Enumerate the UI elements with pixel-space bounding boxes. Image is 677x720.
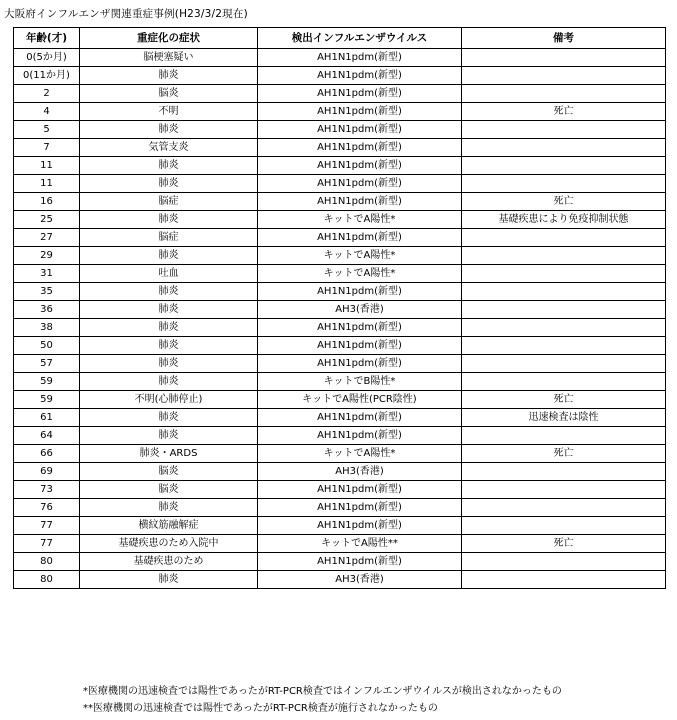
cell-symptom: 脳症: [80, 193, 258, 211]
cell-symptom: 肺炎: [80, 67, 258, 85]
cell-virus: キットでA陽性*: [258, 247, 462, 265]
table-row: [14, 355, 666, 373]
cell-symptom: 肺炎: [80, 499, 258, 517]
cases-table: [13, 27, 666, 589]
table-body: [14, 49, 666, 589]
table-row: [14, 283, 666, 301]
cell-remarks: [462, 553, 666, 571]
cell-remarks: [462, 571, 666, 589]
table-row: [14, 139, 666, 157]
cell-age: 11: [14, 175, 80, 193]
cell-remarks: [462, 427, 666, 445]
cell-virus: キットでA陽性**: [258, 535, 462, 553]
cell-age: 0(5か月): [14, 49, 80, 67]
cell-symptom: 肺炎: [80, 409, 258, 427]
cell-age: 64: [14, 427, 80, 445]
cell-symptom: 肺炎: [80, 319, 258, 337]
cell-virus: キットでB陽性*: [258, 373, 462, 391]
cell-age: 77: [14, 535, 80, 553]
cell-age: 61: [14, 409, 80, 427]
cell-symptom: 肺炎: [80, 211, 258, 229]
cell-age: 50: [14, 337, 80, 355]
footnote-2: **医療機関の迅速検査では陽性であったがRT-PCR検査が施行されなかったもの: [83, 703, 438, 714]
cell-remarks: [462, 463, 666, 481]
table-row: [14, 445, 666, 463]
cell-symptom: 肺炎: [80, 373, 258, 391]
cell-virus: AH1N1pdm(新型): [258, 319, 462, 337]
table-row: [14, 265, 666, 283]
cell-symptom: 肺炎: [80, 337, 258, 355]
table-row: [14, 391, 666, 409]
cell-symptom: 不明(心肺停止): [80, 391, 258, 409]
cell-remarks: [462, 67, 666, 85]
table-row: [14, 193, 666, 211]
cell-remarks: [462, 139, 666, 157]
table-row: [14, 211, 666, 229]
cell-symptom: 肺炎: [80, 175, 258, 193]
table-header: [14, 28, 666, 49]
table-row: [14, 85, 666, 103]
table-row: [14, 463, 666, 481]
cell-symptom: 肺炎: [80, 427, 258, 445]
cell-symptom: 脳炎: [80, 463, 258, 481]
header-symptom: 重症化の症状: [80, 28, 258, 49]
cell-age: 5: [14, 121, 80, 139]
cell-age: 76: [14, 499, 80, 517]
cell-remarks: [462, 517, 666, 535]
table-row: [14, 247, 666, 265]
cell-virus: AH1N1pdm(新型): [258, 355, 462, 373]
cell-remarks: [462, 337, 666, 355]
cell-age: 80: [14, 553, 80, 571]
cell-remarks: [462, 373, 666, 391]
cell-age: 25: [14, 211, 80, 229]
cell-virus: AH1N1pdm(新型): [258, 427, 462, 445]
cell-age: 38: [14, 319, 80, 337]
cell-virus: AH1N1pdm(新型): [258, 157, 462, 175]
table-row: [14, 499, 666, 517]
cell-age: 0(11か月): [14, 67, 80, 85]
table-row: [14, 409, 666, 427]
cell-virus: AH1N1pdm(新型): [258, 517, 462, 535]
cell-symptom: 肺炎: [80, 121, 258, 139]
table-row: [14, 481, 666, 499]
table-row: [14, 373, 666, 391]
cell-virus: AH1N1pdm(新型): [258, 121, 462, 139]
cell-age: 59: [14, 391, 80, 409]
cell-remarks: [462, 319, 666, 337]
cell-symptom: 肺炎: [80, 247, 258, 265]
table-row: [14, 67, 666, 85]
cell-virus: AH3(香港): [258, 301, 462, 319]
cell-symptom: 肺炎: [80, 355, 258, 373]
cell-virus: AH1N1pdm(新型): [258, 499, 462, 517]
cell-virus: AH1N1pdm(新型): [258, 139, 462, 157]
cell-virus: キットでA陽性*: [258, 211, 462, 229]
cell-virus: キットでA陽性(PCR陰性): [258, 391, 462, 409]
cell-remarks: [462, 49, 666, 67]
cell-remarks: [462, 157, 666, 175]
cell-virus: AH1N1pdm(新型): [258, 283, 462, 301]
cell-age: 35: [14, 283, 80, 301]
table-row: [14, 553, 666, 571]
cell-remarks: [462, 121, 666, 139]
cell-remarks: 死亡: [462, 391, 666, 409]
cell-virus: AH1N1pdm(新型): [258, 409, 462, 427]
cell-virus: AH1N1pdm(新型): [258, 337, 462, 355]
cell-virus: キットでA陽性*: [258, 445, 462, 463]
cell-age: 36: [14, 301, 80, 319]
cell-symptom: 基礎疾患のため: [80, 553, 258, 571]
cell-age: 7: [14, 139, 80, 157]
header-age: 年齢(才): [14, 28, 80, 49]
cell-remarks: [462, 229, 666, 247]
cell-virus: AH1N1pdm(新型): [258, 85, 462, 103]
cell-remarks: [462, 355, 666, 373]
cell-age: 80: [14, 571, 80, 589]
cell-remarks: 基礎疾患により免疫抑制状態: [462, 211, 666, 229]
cell-virus: AH1N1pdm(新型): [258, 175, 462, 193]
table-row: [14, 337, 666, 355]
table-row: [14, 103, 666, 121]
cell-remarks: [462, 283, 666, 301]
cell-virus: AH3(香港): [258, 463, 462, 481]
cell-symptom: 不明: [80, 103, 258, 121]
cell-symptom: 肺炎: [80, 283, 258, 301]
cell-age: 16: [14, 193, 80, 211]
cell-symptom: 横紋筋融解症: [80, 517, 258, 535]
table-row: [14, 229, 666, 247]
cell-symptom: 脳炎: [80, 85, 258, 103]
cell-virus: AH1N1pdm(新型): [258, 49, 462, 67]
cell-symptom: 気管支炎: [80, 139, 258, 157]
cell-virus: AH1N1pdm(新型): [258, 481, 462, 499]
cell-age: 59: [14, 373, 80, 391]
cell-virus: AH1N1pdm(新型): [258, 193, 462, 211]
cell-virus: AH3(香港): [258, 571, 462, 589]
cell-age: 66: [14, 445, 80, 463]
cell-age: 11: [14, 157, 80, 175]
cell-virus: AH1N1pdm(新型): [258, 67, 462, 85]
cell-symptom: 脳症: [80, 229, 258, 247]
table-row: [14, 319, 666, 337]
table-row: [14, 49, 666, 67]
cell-age: 69: [14, 463, 80, 481]
header-remarks: 備考: [462, 28, 666, 49]
cell-age: 29: [14, 247, 80, 265]
footnotes: [83, 683, 562, 717]
cell-symptom: 肺炎: [80, 301, 258, 319]
cell-remarks: 死亡: [462, 103, 666, 121]
table-row: [14, 157, 666, 175]
cell-symptom: 肺炎: [80, 571, 258, 589]
header-virus: 検出インフルエンザウイルス: [258, 28, 462, 49]
cell-symptom: 肺炎: [80, 157, 258, 175]
cell-remarks: [462, 175, 666, 193]
cell-remarks: 死亡: [462, 445, 666, 463]
cell-symptom: 吐血: [80, 265, 258, 283]
cell-remarks: [462, 247, 666, 265]
table-row: [14, 175, 666, 193]
cell-remarks: 死亡: [462, 193, 666, 211]
table-row: [14, 301, 666, 319]
table-row: [14, 121, 666, 139]
cell-age: 4: [14, 103, 80, 121]
cell-age: 77: [14, 517, 80, 535]
document-title: 大阪府インフルエンザ関連重症事例(H23/3/2現在): [4, 8, 248, 20]
footnote-1: *医療機関の迅速検査では陽性であったがRT-PCR検査ではインフルエンザウイルスが検出されなかったもの: [83, 686, 562, 697]
table-row: [14, 517, 666, 535]
header-row: [14, 28, 666, 49]
cell-symptom: 基礎疾患のため入院中: [80, 535, 258, 553]
cell-remarks: [462, 301, 666, 319]
cell-symptom: 脳梗塞疑い: [80, 49, 258, 67]
cell-age: 73: [14, 481, 80, 499]
table-row: [14, 427, 666, 445]
cell-remarks: [462, 481, 666, 499]
cell-age: 57: [14, 355, 80, 373]
cell-virus: AH1N1pdm(新型): [258, 553, 462, 571]
cell-remarks: [462, 85, 666, 103]
table-row: [14, 535, 666, 553]
cell-virus: キットでA陽性*: [258, 265, 462, 283]
cell-remarks: 迅速検査は陰性: [462, 409, 666, 427]
cell-virus: AH1N1pdm(新型): [258, 229, 462, 247]
cell-symptom: 肺炎・ARDS: [80, 445, 258, 463]
cell-age: 27: [14, 229, 80, 247]
cell-remarks: [462, 499, 666, 517]
cell-virus: AH1N1pdm(新型): [258, 103, 462, 121]
cell-remarks: [462, 265, 666, 283]
cell-age: 2: [14, 85, 80, 103]
cell-remarks: 死亡: [462, 535, 666, 553]
cell-symptom: 脳炎: [80, 481, 258, 499]
table-row: [14, 571, 666, 589]
cell-age: 31: [14, 265, 80, 283]
